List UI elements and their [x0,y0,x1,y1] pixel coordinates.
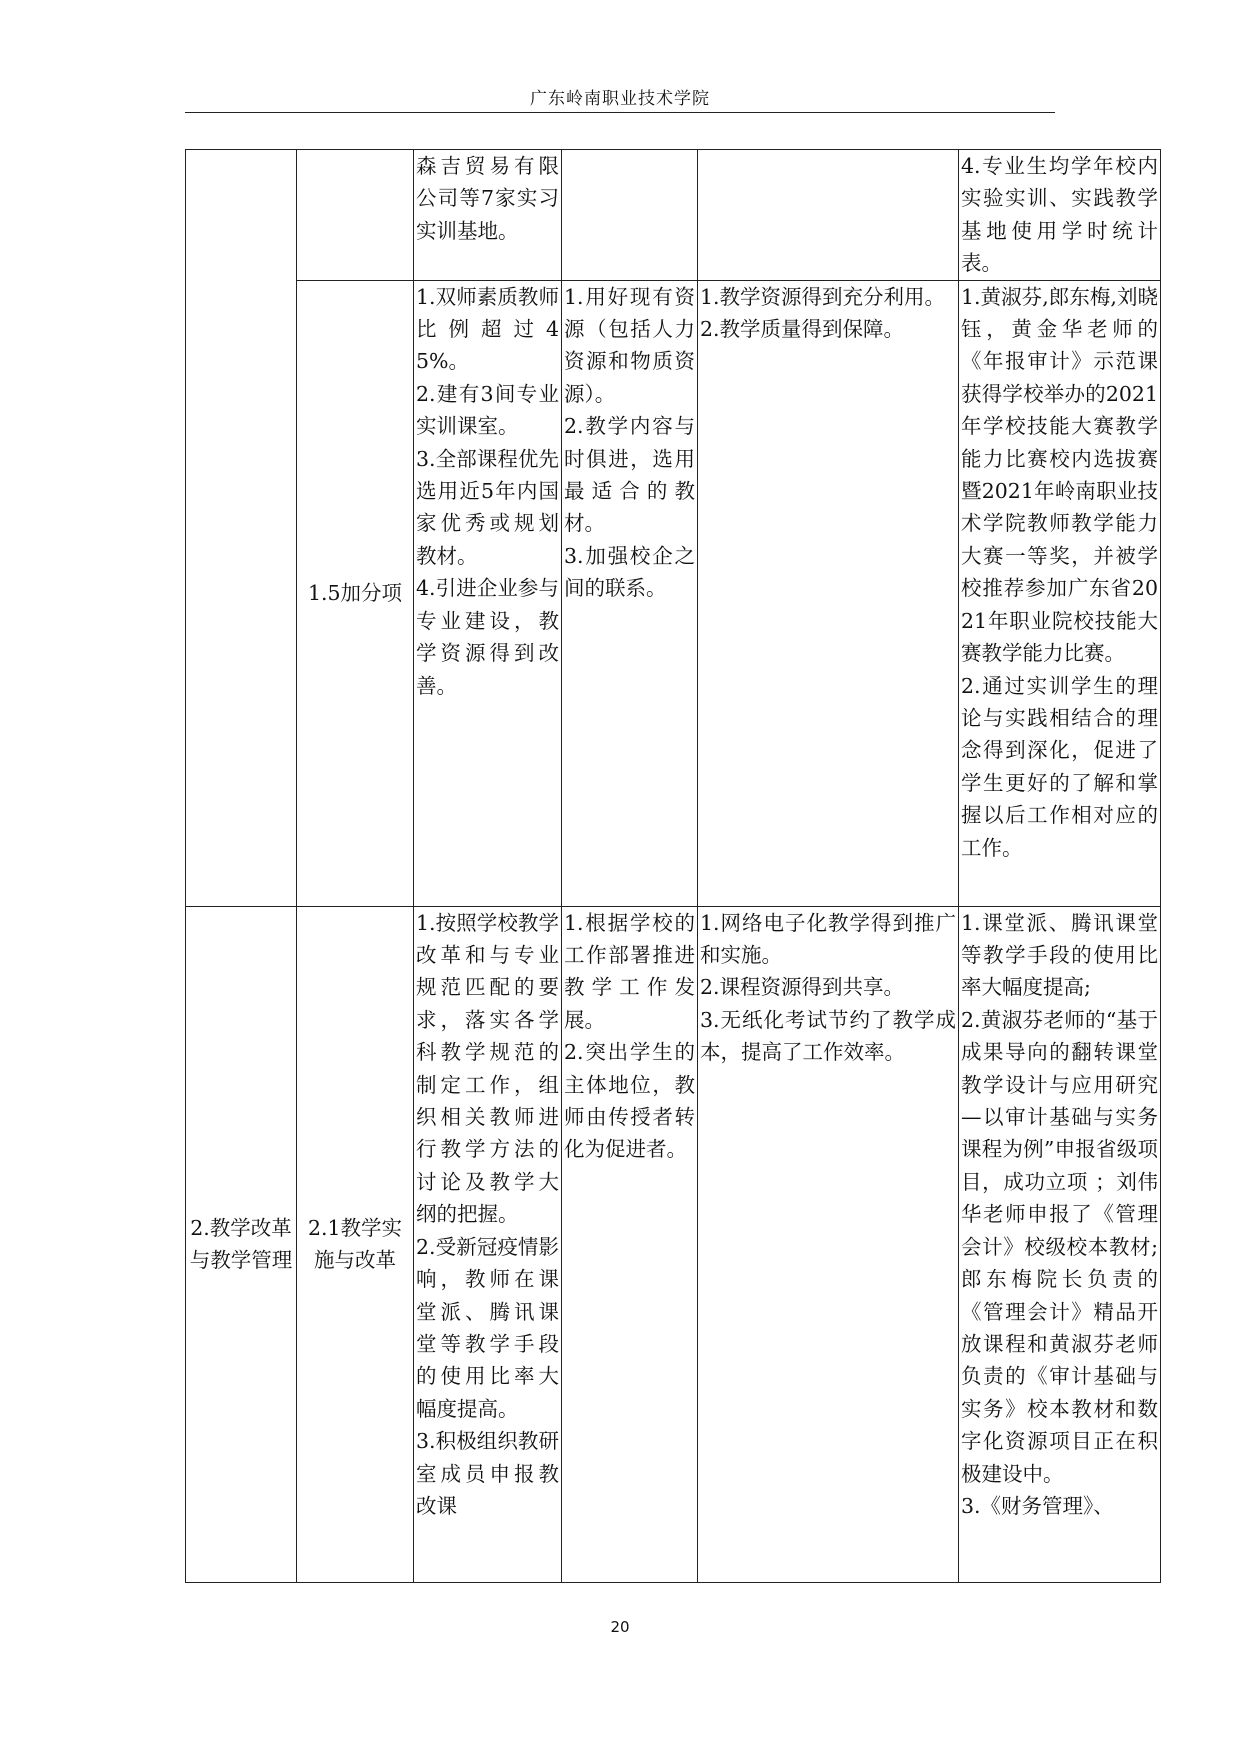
item-label: 1.5加分项 [307,580,403,605]
table-cell [562,906,698,1582]
cell-line: 1.课堂派、腾讯课堂等教学手段的使用比率大幅度提高; [961,910,1158,1000]
cell-line: 2.受新冠疫情影响，教师在课堂派、腾讯课堂等教学手段的使用比率大幅度提高。 [416,1234,559,1421]
table-cell [959,150,1161,281]
cell-line: 3.《财务管理》、 [961,1493,1114,1518]
cell-line: 2.突出学生的主体地位，教师由传授者转化为促进者。 [564,1040,695,1162]
table-cell [297,280,414,906]
cell-line: 1.用好现有资源（包括人力资源和物质资源）。 [564,284,695,406]
cell-line: 1.按照学校教学改革和与专业规范匹配的要求，落实各学科教学规范的制定工作，组织相关教师进行教学方法的讨论及教学大纲的把握。 [416,910,559,1227]
table-cell [414,906,562,1582]
cell-line: 1.根据学校的工作部署推进教学工作发展。 [564,910,695,1032]
item-label: 2.1教学实施与改革 [307,1215,403,1273]
cell-line: 3.无纸化考试节约了教学成本，提高了工作效率。 [700,1007,956,1065]
table-cell [562,280,698,906]
cell-line: 2.通过实训学生的理论与实践相结合的理念得到深化，促进了学生更好的了解和掌握以后工作相对应的工作。 [961,673,1158,860]
table-cell [297,150,414,281]
cell-text: 4.专业生均学年校内实验实训、实践教学基地使用学时统计表。 [961,154,1158,276]
table-row [186,906,1161,1582]
cell-line: 1.黄淑芬,郎东梅,刘晓钰，黄金华老师的《年报审计》示范课获得学校举办的2021年学校技能大赛教学能力比赛校内选拔赛暨2021年岭南职业技术学院教师教学能力大赛一等奖，并被学校推荐参加广东省2021年职业院校技能大赛教学能力比赛。 [961,284,1158,666]
table-cell [562,150,698,281]
table-cell [186,906,297,1582]
cell-line: 1.网络电子化教学得到推广和实施。 [700,910,956,968]
table-cell [186,150,297,907]
cell-line: 1.教学资源得到充分利用。 [700,284,946,309]
cell-line: 1.双师素质教师比例超过45%。 [416,284,559,374]
cell-line: 4.引进企业参与专业建设，教学资源得到改善。 [416,576,559,698]
table-cell [698,280,959,906]
table-cell [959,906,1161,1582]
cell-line: 3.全部课程优先选用近5年内国家优秀或规划教材。 [416,446,559,568]
report-table [185,149,1161,1583]
table-row [186,150,1161,281]
cell-text: 森吉贸易有限公司等7家实习实训基地。 [416,154,559,243]
table-cell [297,906,414,1582]
cell-line: 2.建有3间专业实训课室。 [416,381,559,439]
table-cell [414,280,562,906]
page-header-title: 广东岭南职业技术学院 [530,89,710,109]
table-row [186,280,1161,906]
cell-line: 2.课程资源得到共享。 [700,975,905,1000]
cell-line: 3.加强校企之间的联系。 [564,543,695,601]
table-cell [959,280,1161,906]
cell-line: 2.教学质量得到保障。 [700,317,905,342]
header-rule [185,112,1055,113]
page-number: 20 [610,1618,630,1636]
cell-line: 2.黄淑芬老师的“基于成果导向的翻转课堂教学设计与应用研究 —以审计基础与实务课程为例”申报省级项目，成功立项 ；刘伟华老师申报了《管理会计》校级校本教材;郎东梅院长负责的《管理会计》精品开放课程和黄淑芬老师负责的《审计基础与实务》校本教材和数字化资源项目正在积极建设中。 [961,1007,1158,1486]
table-cell [414,150,562,281]
cell-line: 2.教学内容与时俱进，选用最适合的教材。 [564,414,695,536]
cell-line: 3.积极组织教研室成员申报教改课 [416,1429,559,1518]
table-cell [698,150,959,281]
category-label: 2.教学改革与教学管理 [189,1215,293,1273]
table-cell [698,906,959,1582]
